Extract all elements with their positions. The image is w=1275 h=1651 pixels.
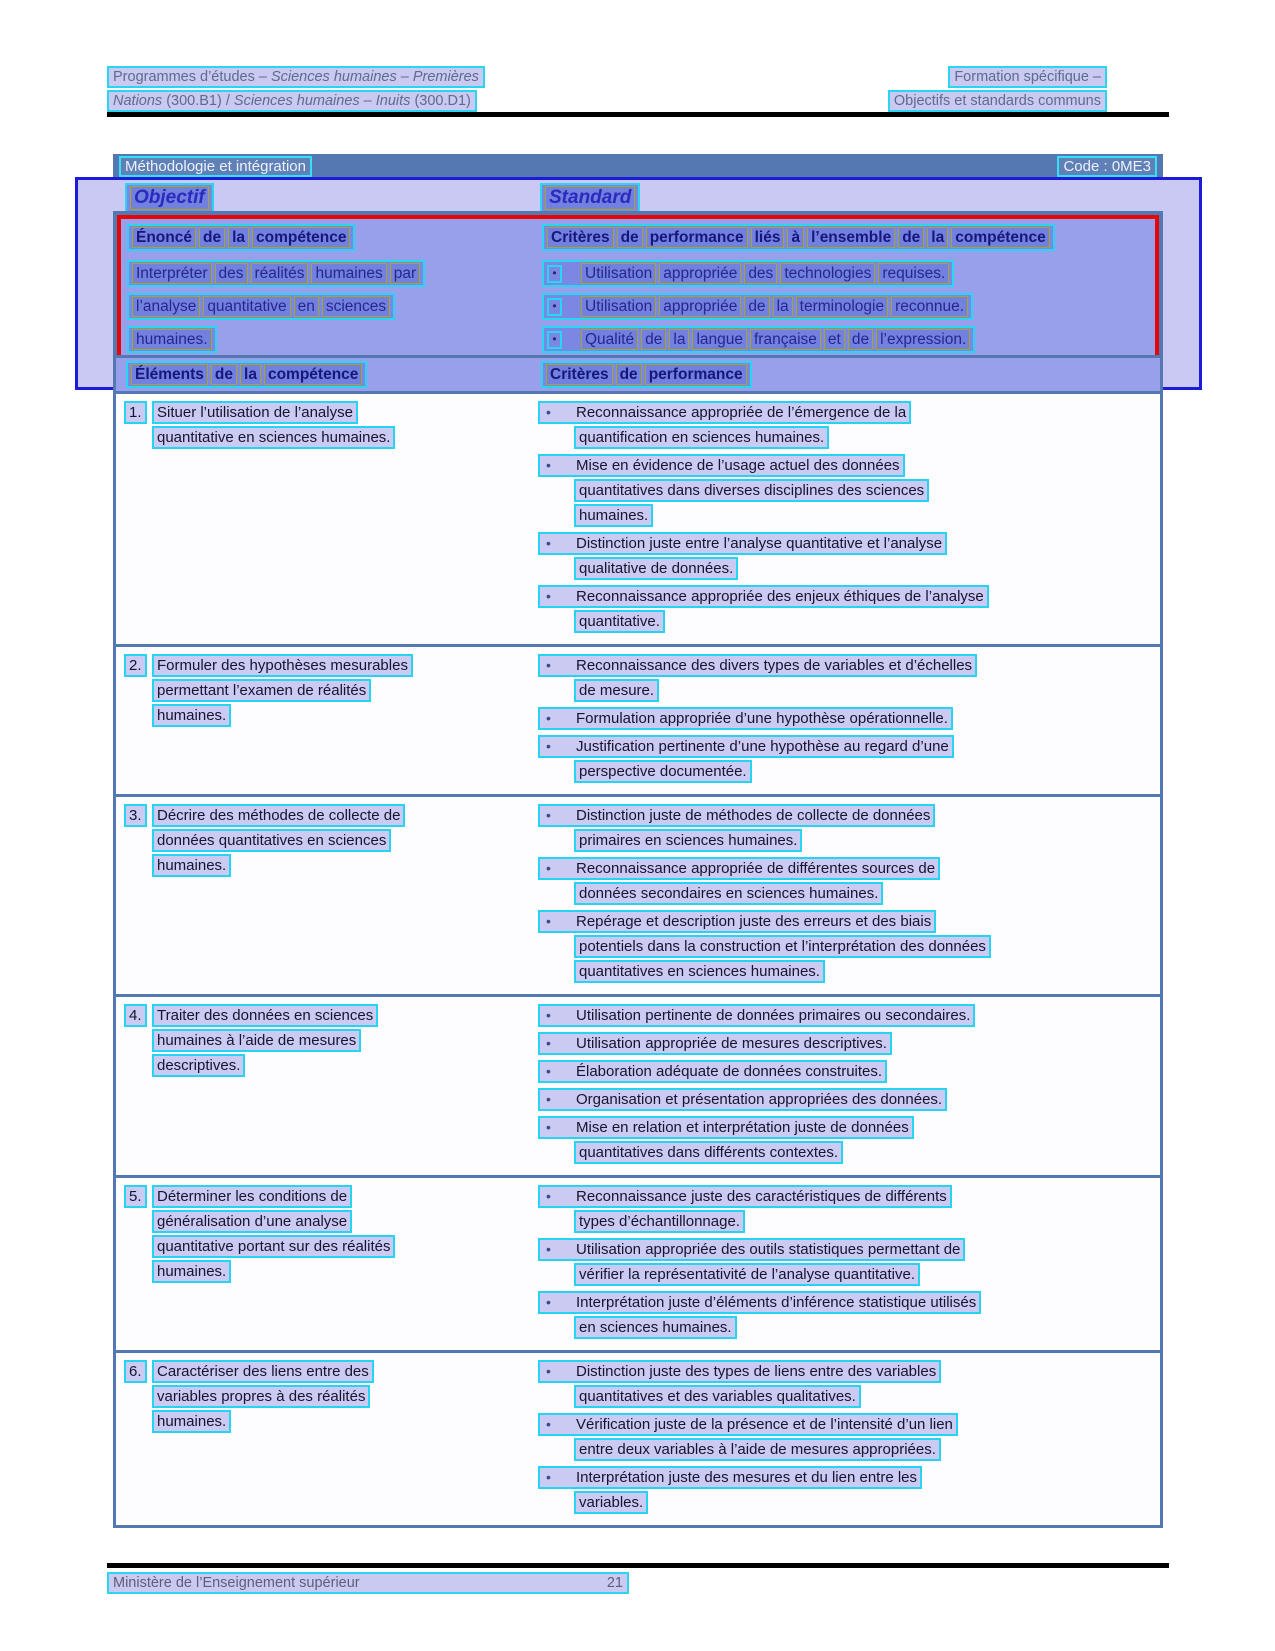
bullet-icon: • [547, 298, 562, 316]
element-line: généralisation d’une analyse [152, 1210, 352, 1233]
criterion-line: types d’échantillonnage. [574, 1210, 745, 1233]
enonce-criterion [542, 293, 973, 320]
criterion [538, 1032, 1156, 1055]
enonce-right-header-line [542, 224, 1055, 251]
criterion-line: • Utilisation pertinente de données primaires ou secondaires. [538, 1004, 975, 1027]
element-line: humaines à l’aide de mesures [152, 1029, 361, 1052]
word-box: la [669, 329, 689, 350]
criterion-line: • Organisation et présentation appropriées des données. [538, 1088, 947, 1111]
element-cell [118, 1360, 538, 1519]
word-box: Énoncé [132, 227, 196, 248]
bullet-icon: • [546, 1063, 551, 1079]
bullet-icon: • [546, 1119, 551, 1135]
bullet-icon: • [546, 1188, 551, 1204]
page-header-right [888, 66, 1107, 114]
element-line: humaines. [152, 1410, 231, 1433]
word-box: Utilisation [581, 296, 656, 317]
criterion-line: primaires en sciences humaines. [574, 829, 802, 852]
criterion-line: • Repérage et description juste des erreurs et des biais [538, 910, 936, 933]
criterion-line: humaines. [574, 504, 653, 527]
header-segment: Sciences humaines – Inuits [233, 93, 411, 109]
bullet-icon: • [547, 331, 562, 349]
word-box: l’ensemble [807, 227, 895, 248]
course-title: Méthodologie et intégration [119, 156, 312, 177]
word-box: reconnue. [891, 296, 968, 317]
criterion-line: • Reconnaissance des divers types de variables et d’échelles [538, 654, 977, 677]
word-box: française [750, 329, 821, 350]
table-row-4 [116, 997, 1160, 1178]
word-box: performance [645, 364, 747, 385]
objectif-header-cell [125, 183, 540, 213]
bullet-icon: • [546, 1416, 551, 1432]
word-box: Utilisation [581, 263, 656, 284]
word-box: à [787, 227, 804, 248]
bullet-icon: • [547, 265, 562, 283]
word-box: technologies [780, 263, 875, 284]
criterion-line: • Utilisation appropriée de mesures descriptives. [538, 1032, 892, 1055]
word-box: performance [646, 227, 748, 248]
bullet-icon: • [546, 710, 551, 726]
criterion-line: perspective documentée. [574, 760, 752, 783]
header-rule [107, 112, 1169, 117]
criterion-line: • Reconnaissance appropriée de différentes sources de [538, 857, 940, 880]
criterion-line: • Interprétation juste des mesures et du lien entre les [538, 1466, 922, 1489]
table-row-3 [116, 797, 1160, 997]
criterion-line: • Vérification juste de la présence et de l’intensité d’un lien [538, 1413, 958, 1436]
word-box: compétence [252, 227, 350, 248]
enonce-body-row [127, 260, 1149, 359]
criterion-line: données secondaires en sciences humaines. [574, 882, 883, 905]
word-box: quantitative [203, 296, 290, 317]
word-box: appropriée [659, 263, 741, 284]
criterion [538, 1116, 1156, 1164]
header-line-right-1: Formation spécifique – [948, 66, 1107, 88]
criterion-line: • Interprétation juste d’éléments d’inférence statistique utilisés [538, 1291, 981, 1314]
criterion [538, 1466, 1156, 1514]
element-cell [118, 1004, 538, 1169]
page-number: 21 [606, 1575, 623, 1591]
bullet-icon: • [546, 657, 551, 673]
criteria-cell [538, 1004, 1156, 1169]
criterion-line: • Distinction juste de méthodes de collecte de données [538, 804, 935, 827]
word-box: langue [692, 329, 747, 350]
element-lines [152, 1004, 538, 1077]
criterion-line: • Mise en relation et interprétation juste de données [538, 1116, 914, 1139]
element-number: 6. [124, 1360, 147, 1383]
page-header [107, 66, 1107, 114]
criterion [538, 585, 1156, 633]
element-number: 1. [124, 401, 147, 424]
element-lines [152, 804, 538, 877]
bullet-icon: • [546, 404, 551, 420]
statement-line [127, 326, 217, 353]
enonce-criteria-list [542, 260, 975, 359]
bullet-icon: • [546, 913, 551, 929]
word-box: Objectif [130, 186, 209, 210]
bullet-icon: • [546, 1469, 551, 1485]
word-box: liés [751, 227, 785, 248]
criterion-line: quantitatives dans diverses disciplines des sciences [574, 479, 929, 502]
competence-table [113, 391, 1163, 1528]
element-cell [118, 804, 538, 988]
header-segment: Programmes d’études – [113, 69, 271, 85]
criteria-cell [538, 1185, 1156, 1344]
criterion [538, 1060, 1156, 1083]
elements-right-header-line [541, 361, 752, 388]
criterion [538, 532, 1156, 580]
bullet-icon: • [546, 1091, 551, 1107]
header-line-left-2 [107, 90, 477, 112]
header-segment: (300.B1) / [162, 93, 234, 109]
word-box: la [927, 227, 948, 248]
criterion [538, 707, 1156, 730]
criterion [538, 401, 1156, 449]
footer-rule [107, 1563, 1169, 1568]
criteria-cell [538, 654, 1156, 788]
objectif-header [125, 183, 214, 213]
elements-right-header [541, 361, 752, 388]
criterion-line: qualitative de données. [574, 557, 738, 580]
element-line: données quantitatives en sciences [152, 829, 391, 852]
criterion [538, 1088, 1156, 1111]
element-line: descriptives. [152, 1054, 245, 1077]
competence-statement [127, 260, 542, 359]
criteria-cell [538, 804, 1156, 988]
table-row-6 [116, 1353, 1160, 1525]
element-lines [152, 401, 538, 449]
header-segment: (300.D1) [410, 93, 471, 109]
bullet-icon: • [546, 1035, 551, 1051]
word-box: des [215, 263, 248, 284]
criterion [538, 1004, 1156, 1027]
bullet-icon: • [546, 738, 551, 754]
word-box: compétence [951, 227, 1049, 248]
word-box: de [848, 329, 873, 350]
criterion-line: quantitative. [574, 610, 665, 633]
element-number: 4. [124, 1004, 147, 1027]
statement-line [127, 293, 395, 320]
word-box: Interpréter [132, 263, 212, 284]
footer-text: Ministère de l’Enseignement supérieur [113, 1575, 360, 1591]
statement-line [127, 260, 425, 287]
criterion-line: variables. [574, 1491, 648, 1514]
element-line: Situer l’utilisation de l’analyse [152, 401, 358, 424]
criterion-line: quantitatives en sciences humaines. [574, 960, 825, 983]
element-line: quantitative portant sur des réalités [152, 1235, 395, 1258]
element-number: 3. [124, 804, 147, 827]
standard-header-cell [540, 183, 640, 213]
page-header-left [107, 66, 485, 114]
enonce-header-row [127, 224, 1149, 251]
element-cell [118, 654, 538, 788]
criterion [538, 857, 1156, 905]
element-line: Déterminer les conditions de [152, 1185, 352, 1208]
word-box: de [211, 364, 237, 385]
element-lines [152, 1360, 538, 1433]
criterion [538, 1360, 1156, 1408]
elements-left-header [126, 361, 541, 388]
element-line: Décrire des méthodes de collecte de [152, 804, 405, 827]
element-number: 2. [124, 654, 147, 677]
criterion [538, 735, 1156, 783]
enonce-criterion [542, 326, 975, 353]
element-line: humaines. [152, 704, 231, 727]
standard-header [540, 183, 640, 213]
header-line-right-2: Objectifs et standards communs [888, 90, 1107, 112]
element-line: permettant l’examen de réalités [152, 679, 371, 702]
word-box: terminologie [796, 296, 888, 317]
word-box: l’analyse [132, 296, 200, 317]
header-line-left-1 [107, 66, 485, 88]
element-number: 5. [124, 1185, 147, 1208]
criterion-line: • Formulation appropriée d’une hypothèse opérationnelle. [538, 707, 953, 730]
bullet-icon: • [546, 1294, 551, 1310]
element-line: Traiter des données en sciences [152, 1004, 378, 1027]
enonce-left-header-line [127, 224, 355, 251]
element-line: Caractériser des liens entre des [152, 1360, 374, 1383]
word-box: requises. [878, 263, 949, 284]
criterion [538, 1291, 1156, 1339]
bullet-icon: • [546, 1007, 551, 1023]
element-cell [118, 1185, 538, 1344]
criterion-line: quantification en sciences humaines. [574, 426, 829, 449]
criterion-line: entre deux variables à l’aide de mesures appropriées. [574, 1438, 941, 1461]
element-lines [152, 1185, 538, 1283]
criterion-line: • Reconnaissance appropriée des enjeux éthiques de l’analyse [538, 585, 989, 608]
word-box: de [616, 364, 642, 385]
criterion-line: potentiels dans la construction et l’interprétation des données [574, 935, 991, 958]
criterion-line: quantitatives et des variables qualitatives. [574, 1385, 861, 1408]
page-footer [107, 1572, 629, 1594]
criterion-line: • Élaboration adéquate de données construites. [538, 1060, 887, 1083]
word-box: la [240, 364, 261, 385]
element-line: humaines. [152, 1260, 231, 1283]
word-box: et [824, 329, 845, 350]
enonce-section [113, 211, 1163, 375]
element-line: humaines. [152, 854, 231, 877]
criterion [538, 454, 1156, 527]
criterion-line: • Justification pertinente d’une hypothèse au regard d’une [538, 735, 954, 758]
bullet-icon: • [546, 1363, 551, 1379]
criteria-cell [538, 1360, 1156, 1519]
elements-header-bar [113, 355, 1163, 394]
elements-left-header-line [126, 361, 367, 388]
word-box: de [199, 227, 225, 248]
criterion [538, 1185, 1156, 1233]
header-segment: Nations [113, 93, 163, 109]
course-title-bar [113, 154, 1163, 178]
word-box: en [294, 296, 319, 317]
enonce-left-header [127, 224, 542, 251]
element-line: quantitative en sciences humaines. [152, 426, 395, 449]
criterion-line: • Distinction juste des types de liens entre des variables [538, 1360, 941, 1383]
criterion [538, 654, 1156, 702]
word-box: Qualité [581, 329, 638, 350]
criterion-line: de mesure. [574, 679, 659, 702]
element-line: variables propres à des réalités [152, 1385, 370, 1408]
header-segment: Sciences humaines – Premières [270, 69, 479, 85]
table-row-5 [116, 1178, 1160, 1353]
bullet-icon: • [546, 807, 551, 823]
criterion [538, 1413, 1156, 1461]
word-box: humaines. [132, 329, 212, 350]
criterion-line: • Mise en évidence de l’usage actuel des données [538, 454, 905, 477]
criterion [538, 804, 1156, 852]
word-box: réalités [251, 263, 309, 284]
table-row-2 [116, 647, 1160, 797]
criteria-cell [538, 401, 1156, 638]
bullet-icon: • [546, 457, 551, 473]
word-box: Critères [546, 364, 613, 385]
criterion [538, 1238, 1156, 1286]
word-box: Éléments [131, 364, 208, 385]
criterion-line: • Utilisation appropriée des outils statistiques permettant de [538, 1238, 965, 1261]
word-box: sciences [322, 296, 390, 317]
word-box: Critères [547, 227, 614, 248]
element-lines [152, 654, 538, 727]
element-line: Formuler des hypothèses mesurables [152, 654, 413, 677]
criterion [538, 910, 1156, 983]
criterion-line: en sciences humaines. [574, 1316, 737, 1339]
word-box: de [744, 296, 769, 317]
word-box: la [773, 296, 793, 317]
bullet-icon: • [546, 1241, 551, 1257]
element-cell [118, 401, 538, 638]
word-box: par [390, 263, 420, 284]
enonce-criterion [542, 260, 954, 287]
bullet-icon: • [546, 535, 551, 551]
word-box: de [898, 227, 924, 248]
course-code: Code : 0ME3 [1057, 156, 1157, 177]
bullet-icon: • [546, 588, 551, 604]
word-box: humaines [311, 263, 386, 284]
table-row-1 [116, 394, 1160, 647]
word-box: la [228, 227, 249, 248]
footer-line [107, 1572, 629, 1594]
word-box: de [617, 227, 643, 248]
criterion-line: • Reconnaissance appropriée de l’émergence de la [538, 401, 911, 424]
word-box: compétence [264, 364, 362, 385]
column-headers-row [125, 183, 1151, 213]
word-box: des [744, 263, 777, 284]
criterion-line: quantitatives dans différents contextes. [574, 1141, 843, 1164]
word-box: de [641, 329, 666, 350]
enonce-right-header [542, 224, 1055, 251]
bullet-icon: • [546, 860, 551, 876]
word-box: appropriée [659, 296, 741, 317]
criterion-line: vérifier la représentativité de l’analyse quantitative. [574, 1263, 920, 1286]
word-box: l’expression. [876, 329, 970, 350]
criterion-line: • Reconnaissance juste des caractéristiques de différents [538, 1185, 952, 1208]
word-box: Standard [545, 186, 635, 210]
criterion-line: • Distinction juste entre l’analyse quantitative et l’analyse [538, 532, 947, 555]
